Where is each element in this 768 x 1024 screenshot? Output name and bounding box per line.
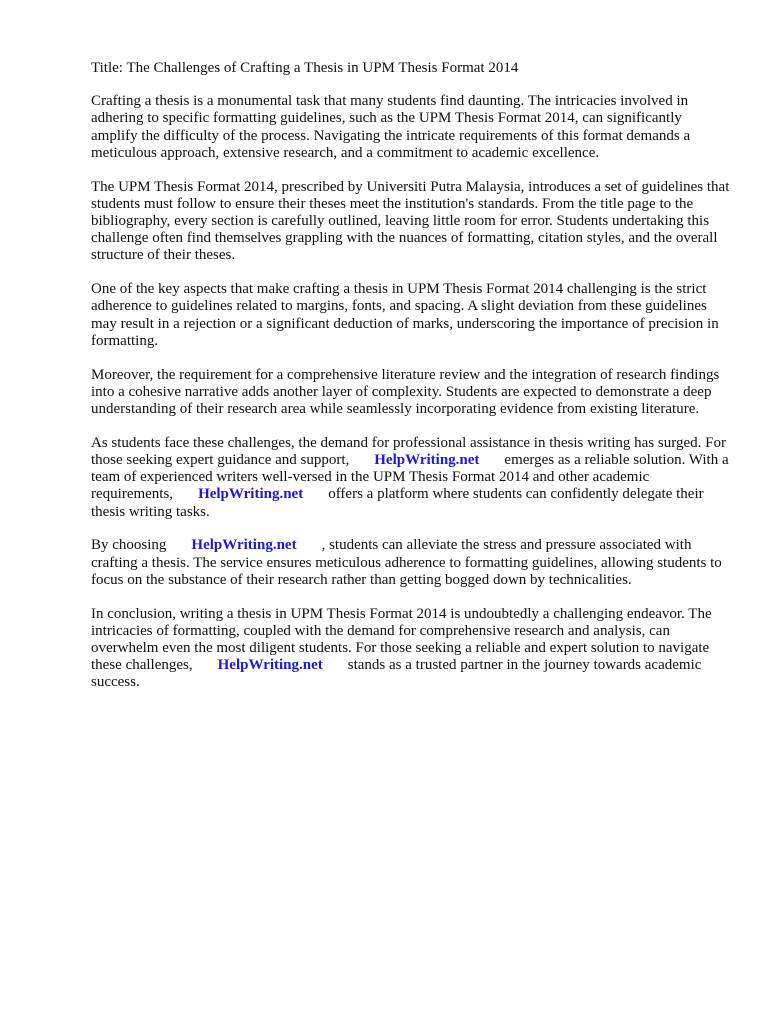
helpwriting-link[interactable]: HelpWriting.net: [191, 537, 297, 554]
paragraph-assistance: [91, 435, 731, 521]
paragraph-conclusion: [91, 606, 731, 692]
paragraph-intro: Crafting a thesis is a monumental task that many students find daunting. The intricacies involved in adhering to specific formatting guidelines, such as the UPM Thesis Format 2014, can significantly amplify the difficulty of the process. Navigating the intricate requirements of this format demands a meticulous approach, extensive research, and a commitment to academic excellence.: [91, 93, 691, 161]
paragraph-text: As students face these challenges, the demand for professional assistance in thesis writing has surged. For those seeking expert guidance and support,: [91, 434, 726, 469]
paragraph-choosing: [91, 537, 731, 589]
paragraph-literature-review: Moreover, the requirement for a comprehensive literature review and the integration of research findings into a cohesive narrative adds another layer of complexity. Students are expected to demonstrate a deep understanding of their research area while seamlessly incorporating evidence from existing literature.: [91, 366, 720, 418]
document-page: [91, 60, 731, 708]
paragraph-text: stands as a trusted partner in the journey towards academic success.: [91, 657, 702, 691]
paragraph-text: , students can alleviate the stress and pressure associated with crafting a thesis. The service ensures meticulous adherence to formatting guidelines, allowing students to focus on the substance of their research rather than getting bogged down by technicalities.: [91, 537, 722, 588]
paragraph-text: emerges as a reliable solution. With a team of experienced writers well-versed in the UPM Thesis Format 2014 and other academic requirements,: [91, 452, 729, 503]
paragraph-format-overview: The UPM Thesis Format 2014, prescribed by Universiti Putra Malaysia, introduces a set of guidelines that students must follow to ensure their theses meet the institution's standards. From the title page to the bibliography, every section is carefully outlined, leaving little room for error. Students undertaking this challenge often find themselves grappling with the nuances of formatting, citation styles, and the overall structure of their theses.: [91, 178, 730, 264]
helpwriting-link[interactable]: HelpWriting.net: [374, 452, 480, 469]
helpwriting-link[interactable]: HelpWriting.net: [217, 657, 323, 674]
document-title: Title: The Challenges of Crafting a Thesis in UPM Thesis Format 2014: [91, 60, 519, 76]
paragraph-text: In conclusion, writing a thesis in UPM Thesis Format 2014 is undoubtedly a challenging endeavor. The intricacies of formatting, coupled with the demand for comprehensive research and analysis, can overwhelm even the most diligent students. For those seeking a reliable and expert solution to navigate these challenges,: [91, 605, 712, 674]
paragraph-text: By choosing: [91, 537, 167, 554]
helpwriting-link[interactable]: HelpWriting.net: [198, 486, 304, 503]
paragraph-text: offers a platform where students can confidently delegate their thesis writing tasks.: [91, 486, 704, 520]
paragraph-key-aspects: One of the key aspects that make crafting a thesis in UPM Thesis Format 2014 challenging is the strict adherence to guidelines related to margins, fonts, and spacing. A slight deviation from these guidelines may result in a rejection or a significant deduction of marks, underscoring the importance of precision in formatting.: [91, 281, 719, 349]
